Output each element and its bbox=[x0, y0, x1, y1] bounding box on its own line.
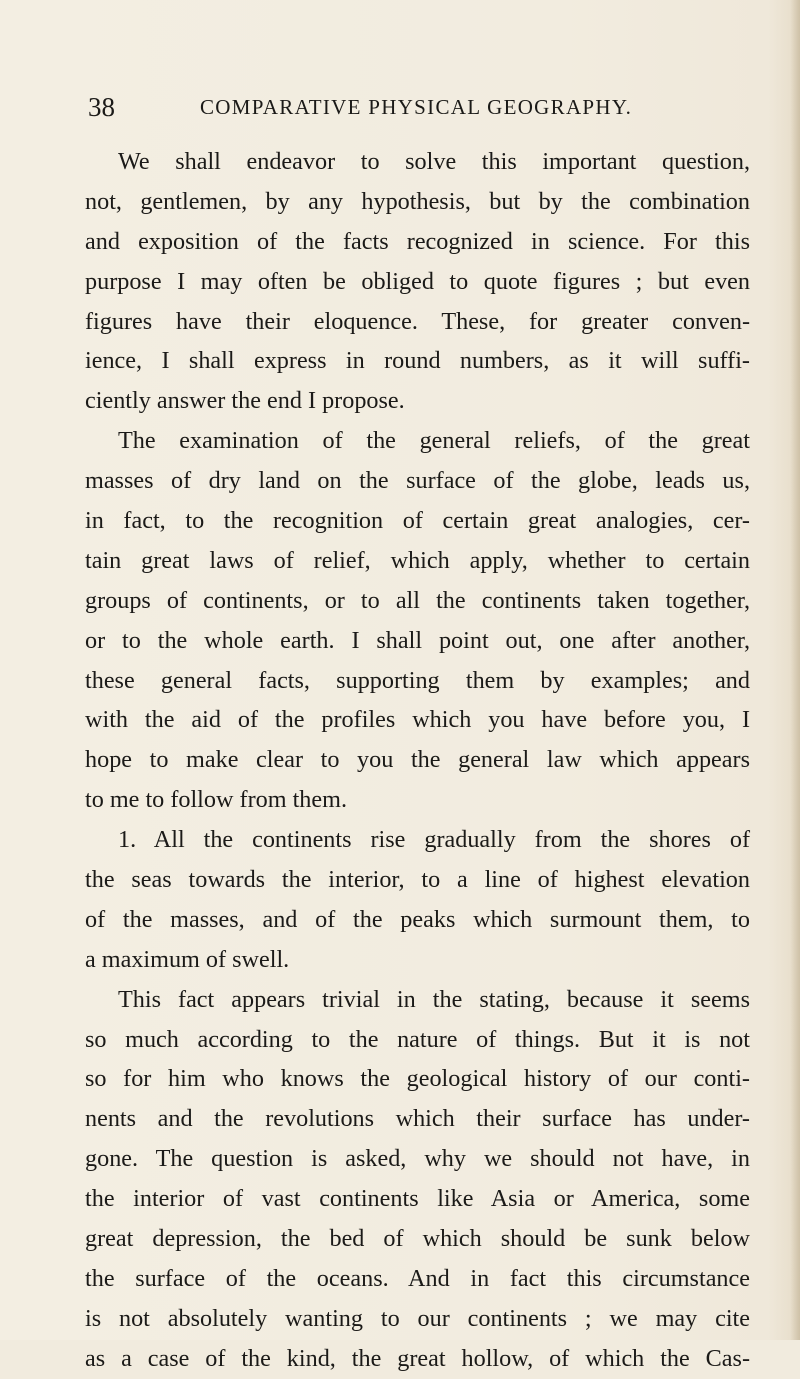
text-line: gone. The question is asked, why we should not have, in bbox=[85, 1145, 750, 1173]
text-line: masses of dry land on the surface of the globe, leads us, bbox=[85, 467, 750, 495]
running-head bbox=[88, 92, 748, 132]
text-line: with the aid of the profiles which you have before you, I bbox=[85, 706, 750, 734]
text-line: nents and the revolutions which their surface has under- bbox=[85, 1105, 750, 1133]
text-line: figures have their eloquence. These, for greater conven- bbox=[85, 307, 750, 335]
text-line: or to the whole earth. I shall point out, one after another, bbox=[85, 626, 750, 654]
text-line: so much according to the nature of things. But it is not bbox=[85, 1025, 750, 1053]
text-line: tain great laws of relief, which apply, whether to certain bbox=[85, 546, 750, 574]
text-line: This fact appears trivial in the stating, because it seems bbox=[118, 985, 750, 1013]
text-line: the interior of vast continents like Asia or America, some bbox=[85, 1185, 750, 1213]
text-line: the seas towards the interior, to a line of highest elevation bbox=[85, 866, 750, 894]
text-line: as a case of the kind, the great hollow, of which the Cas- bbox=[85, 1344, 750, 1372]
text-line: purpose I may often be obliged to quote figures ; but even bbox=[85, 267, 750, 295]
text-line: is not absolutely wanting to our continents ; we may cite bbox=[85, 1304, 750, 1332]
text-line: in fact, to the recognition of certain great analogies, cer- bbox=[85, 507, 750, 535]
text-line: We shall endeavor to solve this important question, bbox=[118, 148, 750, 175]
text-line: 1. All the continents rise gradually from the shores of bbox=[118, 826, 750, 854]
body-text bbox=[85, 142, 750, 1379]
text-line: so for him who knows the geological history of our conti- bbox=[85, 1065, 750, 1093]
page-number: 38 bbox=[88, 92, 115, 122]
running-title: COMPARATIVE PHYSICAL GEOGRAPHY. bbox=[200, 95, 633, 119]
text-line: hope to make clear to you the general law which appears bbox=[85, 746, 750, 774]
text-line: great depression, the bed of which should be sunk below bbox=[85, 1225, 750, 1253]
text-line: the surface of the oceans. And in fact this circumstance bbox=[85, 1264, 750, 1292]
text-line: a maximum of swell. bbox=[85, 945, 290, 973]
text-line: The examination of the general reliefs, of the great bbox=[118, 427, 750, 455]
text-line: to me to follow from them. bbox=[85, 786, 347, 814]
text-line: ience, I shall express in round numbers, as it will suffi- bbox=[85, 347, 750, 375]
text-line: of the masses, and of the peaks which surmount them, to bbox=[85, 905, 750, 933]
page-edge-shadow bbox=[790, 0, 800, 1340]
text-line: ciently answer the end I propose. bbox=[85, 387, 405, 415]
text-line: not, gentlemen, by any hypothesis, but by the combination bbox=[85, 187, 750, 215]
text-line: groups of continents, or to all the continents taken together, bbox=[85, 586, 750, 614]
text-line: these general facts, supporting them by examples; and bbox=[85, 666, 750, 694]
text-line: and exposition of the facts recognized in science. For this bbox=[85, 227, 750, 255]
